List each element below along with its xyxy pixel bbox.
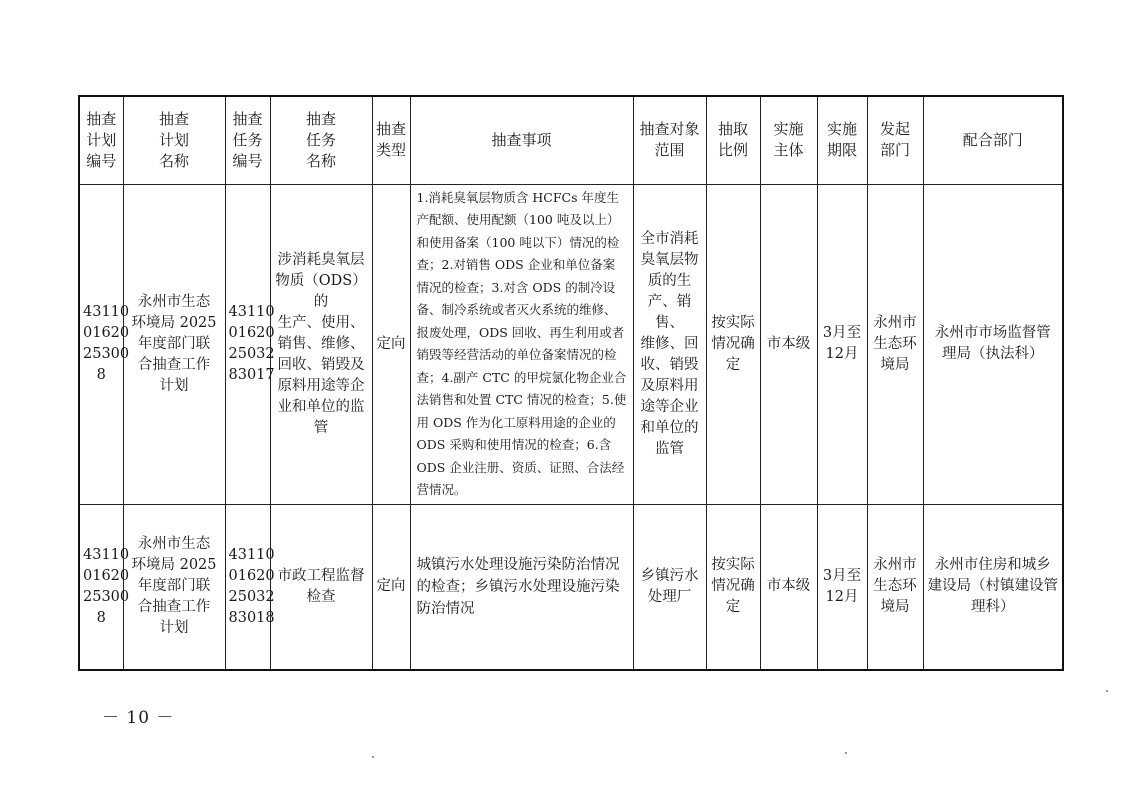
header-inspection-matters: 抽查事项 [410,96,633,184]
cell-implementation-period: 3月至 12月 [817,504,867,670]
cell-task-number: 43110 01620 25032 83018 [225,504,270,670]
inspection-plan-table [78,95,1064,671]
page-number: － 10 － [102,708,175,728]
table-row [79,184,1063,504]
header-task-number: 抽查 任务 编号 [225,96,270,184]
scan-speck [372,756,374,758]
cell-inspection-type: 定向 [372,504,410,670]
cell-inspection-type: 定向 [372,184,410,504]
header-plan-name: 抽查 计划 名称 [123,96,225,184]
header-sampling-ratio: 抽取 比例 [706,96,760,184]
cell-cooperating-department: 永州市住房和城乡 建设局（村镇建设管 理科） [923,504,1063,670]
header-inspection-type: 抽查 类型 [372,96,410,184]
header-cooperating-department: 配合部门 [923,96,1063,184]
scan-speck [845,752,847,754]
cell-implementing-body: 市本级 [760,184,817,504]
header-initiating-department: 发起 部门 [867,96,923,184]
cell-cooperating-department: 永州市市场监督管 理局（执法科） [923,184,1063,504]
cell-implementation-period: 3月至 12月 [817,184,867,504]
cell-target-scope: 乡镇污水 处理厂 [633,504,706,670]
table-header-row [79,96,1063,184]
header-plan-number: 抽查 计划 编号 [79,96,123,184]
cell-plan-number: 43110 01620 25300 8 [79,504,123,670]
cell-task-number: 43110 01620 25032 83017 [225,184,270,504]
cell-task-name: 市政工程监督 检查 [270,504,372,670]
cell-initiating-department: 永州市 生态环 境局 [867,184,923,504]
header-target-scope: 抽查对象 范围 [633,96,706,184]
cell-plan-number: 43110 01620 25300 8 [79,184,123,504]
table-row [79,504,1063,670]
header-implementing-body: 实施 主体 [760,96,817,184]
cell-sampling-ratio: 按实际 情况确 定 [706,504,760,670]
cell-plan-name: 永州市生态 环境局 2025 年度部门联 合抽查工作 计划 [123,504,225,670]
scan-speck [1106,690,1108,692]
cell-plan-name: 永州市生态 环境局 2025 年度部门联 合抽查工作 计划 [123,184,225,504]
cell-inspection-matters: 城镇污水处理设施污染防治情况的检查；乡镇污水处理设施污染防治情况 [410,504,633,670]
cell-initiating-department: 永州市 生态环 境局 [867,504,923,670]
cell-sampling-ratio: 按实际 情况确 定 [706,184,760,504]
cell-task-name: 涉消耗臭氧层 物质（ODS）的 生产、使用、 销售、维修、 回收、销毁及 原料用途等企 业和单位的监 管 [270,184,372,504]
cell-implementing-body: 市本级 [760,504,817,670]
cell-inspection-matters: 1.消耗臭氧层物质含 HCFCs 年度生产配额、使用配额（100 吨及以上）和使用备案（100 吨以下）情况的检查；2.对销售 ODS 企业和单位备案情况的检查；3.对含 ODS 的制冷设备、制冷系统或者灭火系统的维修、报废处理，ODS 回收、再生利用或者销毁等经营活动的单位备案情况的检查；4.副产 CTC 的甲烷氯化物企业合法销售和处置 CTC 情况的检查；5.使用 ODS 作为化工原料用途的企业的 ODS 采购和使用情况的检查；6.含 ODS 企业注册、资质、证照、合法经营情况。 [410,184,633,504]
header-implementation-period: 实施 期限 [817,96,867,184]
cell-target-scope: 全市消耗 臭氧层物 质的生 产、销售、 维修、回 收、销毁 及原料用 途等企业 和单位的 监管 [633,184,706,504]
header-task-name: 抽查 任务 名称 [270,96,372,184]
